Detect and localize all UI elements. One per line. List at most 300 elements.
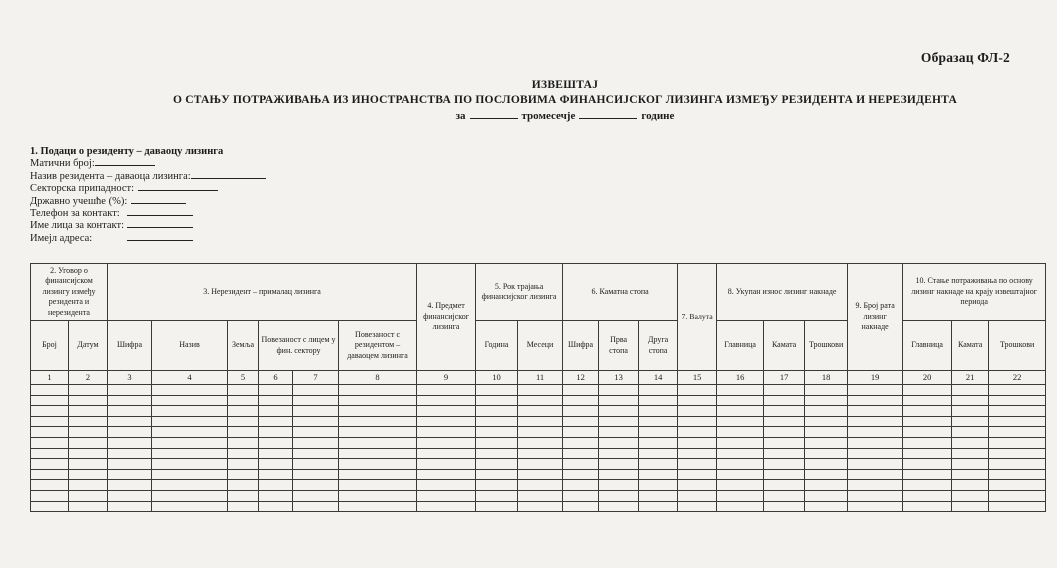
empty-cell [599, 459, 639, 470]
empty-cell [69, 416, 108, 427]
col-number: 20 [903, 371, 952, 385]
empty-cell [989, 385, 1046, 396]
empty-cell [293, 469, 339, 480]
empty-cell [339, 416, 417, 427]
col-number: 4 [152, 371, 228, 385]
empty-cell [717, 395, 764, 406]
col-povezanost-fin: Повезаност с лицем у фин. сектору [259, 321, 339, 371]
empty-cell [989, 501, 1046, 512]
empty-cell [563, 416, 599, 427]
empty-cell [293, 416, 339, 427]
empty-cell [259, 459, 293, 470]
empty-cell [108, 437, 152, 448]
empty-cell [678, 448, 717, 459]
empty-cell [152, 406, 228, 417]
empty-cell [639, 448, 678, 459]
empty-cell [108, 480, 152, 491]
empty-cell [293, 395, 339, 406]
empty-cell [764, 490, 805, 501]
empty-cell [599, 395, 639, 406]
empty-cell [805, 427, 848, 438]
empty-cell [563, 437, 599, 448]
empty-cell [805, 501, 848, 512]
empty-cell [518, 395, 563, 406]
empty-cell [476, 385, 518, 396]
empty-row [31, 459, 1046, 470]
resident-section [30, 146, 266, 245]
empty-cell [228, 427, 259, 438]
empty-cell [31, 437, 69, 448]
empty-cell [848, 437, 903, 448]
empty-row [31, 448, 1046, 459]
empty-cell [903, 406, 952, 417]
empty-cell [989, 395, 1046, 406]
field-label: Име лица за контакт: [30, 220, 124, 232]
empty-cell [228, 480, 259, 491]
empty-cell [293, 501, 339, 512]
report-period-line [75, 110, 1055, 122]
empty-cell [339, 395, 417, 406]
empty-cell [678, 480, 717, 491]
empty-cell [805, 395, 848, 406]
empty-cell [848, 490, 903, 501]
empty-cell [31, 459, 69, 470]
empty-cell [903, 385, 952, 396]
resident-section-heading: 1. Подаци о резиденту – даваоцу лизинга [30, 146, 224, 157]
empty-cell [293, 459, 339, 470]
empty-cell [417, 395, 476, 406]
empty-row [31, 427, 1046, 438]
empty-cell [293, 406, 339, 417]
empty-cell [989, 427, 1046, 438]
empty-cell [563, 469, 599, 480]
empty-row [31, 490, 1046, 501]
empty-cell [259, 501, 293, 512]
empty-cell [259, 490, 293, 501]
empty-cell [228, 416, 259, 427]
empty-cell [228, 437, 259, 448]
empty-cell [518, 459, 563, 470]
empty-cell [563, 448, 599, 459]
empty-cell [259, 427, 293, 438]
empty-cell [259, 385, 293, 396]
empty-cell [678, 501, 717, 512]
empty-cell [903, 469, 952, 480]
empty-cell [417, 480, 476, 491]
col-prva-stopa: Прва стопа [599, 321, 639, 371]
empty-cell [599, 406, 639, 417]
col-number: 14 [639, 371, 678, 385]
empty-cell [293, 385, 339, 396]
col-number: 13 [599, 371, 639, 385]
empty-cell [848, 459, 903, 470]
empty-cell [31, 490, 69, 501]
field-blank [95, 163, 155, 166]
empty-cell [639, 501, 678, 512]
empty-cell [152, 501, 228, 512]
empty-cell [152, 490, 228, 501]
empty-cell [108, 385, 152, 396]
empty-cell [476, 416, 518, 427]
field-naziv-rezidenta [30, 171, 266, 183]
field-label: Секторска припадност: [30, 183, 135, 195]
empty-cell [639, 416, 678, 427]
empty-cell [476, 427, 518, 438]
empty-cell [678, 406, 717, 417]
empty-cell [764, 448, 805, 459]
empty-cell [518, 469, 563, 480]
empty-cell [476, 501, 518, 512]
col-druga-stopa: Друга стопа [639, 321, 678, 371]
empty-cell [599, 416, 639, 427]
empty-cell [903, 427, 952, 438]
empty-cell [518, 427, 563, 438]
empty-cell [903, 490, 952, 501]
empty-cell [764, 395, 805, 406]
col-number: 11 [518, 371, 563, 385]
empty-cell [69, 427, 108, 438]
empty-cell [848, 501, 903, 512]
form-code-label: Образац ФЛ-2 [920, 50, 1010, 65]
group-header-row [31, 264, 1046, 321]
empty-cell [848, 416, 903, 427]
empty-cell [563, 385, 599, 396]
empty-cell [152, 427, 228, 438]
col-povezanost-rez: Повезаност с резидентом – даваоцем лизинга [339, 321, 417, 371]
col-number: 7 [293, 371, 339, 385]
empty-cell [717, 459, 764, 470]
empty-cell [417, 490, 476, 501]
col-number: 8 [339, 371, 417, 385]
empty-cell [764, 480, 805, 491]
empty-cell [903, 501, 952, 512]
empty-cell [108, 406, 152, 417]
empty-cell [293, 437, 339, 448]
empty-cell [805, 480, 848, 491]
empty-cell [293, 448, 339, 459]
empty-cell [678, 385, 717, 396]
empty-row [31, 480, 1046, 491]
period-suffix: године [641, 110, 675, 122]
empty-cell [639, 437, 678, 448]
empty-cell [339, 469, 417, 480]
empty-row [31, 416, 1046, 427]
col-number: 3 [108, 371, 152, 385]
empty-cell [599, 385, 639, 396]
empty-cell [339, 437, 417, 448]
empty-cell [678, 427, 717, 438]
empty-cell [764, 469, 805, 480]
empty-cell [848, 385, 903, 396]
empty-cell [903, 395, 952, 406]
col-number: 18 [805, 371, 848, 385]
col-number: 12 [563, 371, 599, 385]
field-telefon [30, 208, 266, 220]
empty-row [31, 395, 1046, 406]
empty-cell [639, 459, 678, 470]
col-troskovi-stanje: Трошкови [989, 321, 1046, 371]
empty-cell [717, 437, 764, 448]
empty-cell [339, 459, 417, 470]
empty-cell [259, 480, 293, 491]
empty-cell [903, 480, 952, 491]
empty-cell [31, 480, 69, 491]
empty-cell [476, 406, 518, 417]
empty-cell [476, 448, 518, 459]
empty-cell [563, 395, 599, 406]
group-total-fee: 8. Укупан износ лизинг накнаде [717, 264, 848, 321]
empty-cell [259, 406, 293, 417]
empty-cell [152, 469, 228, 480]
empty-cell [476, 490, 518, 501]
col-sifra-kamata: Шифра [563, 321, 599, 371]
field-blank [127, 225, 193, 228]
empty-cell [69, 469, 108, 480]
empty-cell [69, 395, 108, 406]
col-number: 19 [848, 371, 903, 385]
empty-cell [293, 480, 339, 491]
field-blank [127, 238, 193, 241]
col-number: 21 [952, 371, 989, 385]
empty-cell [805, 385, 848, 396]
empty-cell [69, 385, 108, 396]
empty-cell [989, 448, 1046, 459]
empty-cell [69, 480, 108, 491]
empty-cell [518, 406, 563, 417]
empty-cell [717, 416, 764, 427]
empty-cell [228, 469, 259, 480]
group-subject: 4. Предмет финансијског лизинга [417, 264, 476, 371]
empty-cell [805, 469, 848, 480]
empty-cell [69, 437, 108, 448]
empty-cell [639, 480, 678, 491]
empty-cell [639, 427, 678, 438]
empty-cell [678, 490, 717, 501]
empty-cell [717, 406, 764, 417]
empty-cell [476, 480, 518, 491]
period-mid: тромесечје [521, 110, 576, 122]
empty-cell [259, 437, 293, 448]
empty-cell [764, 385, 805, 396]
group-nonresident: 3. Нерезидент – прималац лизинга [108, 264, 417, 321]
empty-cell [678, 437, 717, 448]
col-kamata-stanje: Камата [952, 321, 989, 371]
empty-cell [417, 416, 476, 427]
group-contract: 2. Уговор о финансијском лизингу између резидента и нерезидента [31, 264, 108, 321]
empty-cell [476, 437, 518, 448]
col-glavnica: Главница [717, 321, 764, 371]
empty-cell [69, 501, 108, 512]
empty-cell [989, 406, 1046, 417]
empty-cell [152, 437, 228, 448]
field-blank [131, 201, 186, 204]
col-naziv: Назив [152, 321, 228, 371]
field-ime-lica [30, 220, 266, 232]
empty-cell [476, 469, 518, 480]
empty-cell [989, 469, 1046, 480]
empty-cell [518, 437, 563, 448]
empty-cell [259, 448, 293, 459]
empty-cell [639, 490, 678, 501]
empty-cell [989, 480, 1046, 491]
empty-cell [476, 395, 518, 406]
empty-cell [989, 490, 1046, 501]
col-glavnica-stanje: Главница [903, 321, 952, 371]
col-sifra: Шифра [108, 321, 152, 371]
empty-cell [108, 469, 152, 480]
empty-cell [678, 469, 717, 480]
empty-cell [989, 459, 1046, 470]
empty-cell [563, 427, 599, 438]
col-meseci: Месеци [518, 321, 563, 371]
report-title: ИЗВЕШТАЈ [531, 79, 599, 91]
empty-cell [952, 395, 989, 406]
empty-cell [417, 469, 476, 480]
empty-cell [108, 501, 152, 512]
empty-cell [717, 385, 764, 396]
field-maticni-broj [30, 158, 266, 170]
empty-cell [599, 427, 639, 438]
col-zemlja: Земља [228, 321, 259, 371]
empty-cell [152, 459, 228, 470]
col-number: 22 [989, 371, 1046, 385]
empty-cell [339, 490, 417, 501]
group-currency: 7. Валута [678, 264, 717, 371]
empty-cell [805, 416, 848, 427]
col-number: 5 [228, 371, 259, 385]
empty-cell [717, 427, 764, 438]
empty-cell [764, 406, 805, 417]
empty-cell [69, 459, 108, 470]
empty-cell [989, 416, 1046, 427]
empty-cell [639, 469, 678, 480]
col-number: 15 [678, 371, 717, 385]
report-table [30, 263, 1046, 512]
empty-cell [339, 480, 417, 491]
empty-cell [717, 480, 764, 491]
empty-row [31, 501, 1046, 512]
empty-cell [69, 406, 108, 417]
empty-cell [599, 469, 639, 480]
field-drzavno-ucesce [30, 196, 266, 208]
empty-cell [903, 459, 952, 470]
period-prefix: за [455, 110, 466, 122]
report-table-wrap [30, 263, 1046, 512]
empty-cell [599, 480, 639, 491]
empty-cell [417, 385, 476, 396]
empty-cell [417, 437, 476, 448]
empty-cell [764, 501, 805, 512]
empty-cell [108, 427, 152, 438]
empty-cell [417, 427, 476, 438]
empty-cell [639, 406, 678, 417]
group-balance: 10. Стање потраживања по основу лизинг накнаде на крају извештајног периода [903, 264, 1046, 321]
empty-cell [152, 385, 228, 396]
col-number: 1 [31, 371, 69, 385]
empty-cell [563, 480, 599, 491]
empty-cell [764, 416, 805, 427]
empty-cell [108, 395, 152, 406]
empty-cell [518, 385, 563, 396]
empty-cell [108, 459, 152, 470]
empty-cell [339, 501, 417, 512]
field-blank [191, 176, 266, 179]
field-blank [127, 213, 193, 216]
empty-cell [152, 416, 228, 427]
empty-cell [848, 480, 903, 491]
empty-cell [417, 448, 476, 459]
empty-cell [903, 448, 952, 459]
empty-cell [952, 480, 989, 491]
empty-cell [259, 416, 293, 427]
empty-cell [108, 448, 152, 459]
empty-cell [31, 416, 69, 427]
empty-cell [228, 490, 259, 501]
group-interest: 6. Каматна стопа [563, 264, 678, 321]
empty-cell [678, 416, 717, 427]
empty-cell [952, 448, 989, 459]
empty-cell [31, 395, 69, 406]
empty-cell [805, 437, 848, 448]
empty-cell [599, 490, 639, 501]
empty-cell [518, 490, 563, 501]
field-label: Назив резидента – даваоца лизинга: [30, 170, 191, 182]
empty-cell [417, 406, 476, 417]
empty-cell [903, 416, 952, 427]
empty-cell [848, 469, 903, 480]
empty-cell [518, 448, 563, 459]
empty-cell [31, 406, 69, 417]
empty-cell [228, 385, 259, 396]
empty-cell [717, 490, 764, 501]
empty-cell [31, 469, 69, 480]
field-label: Имејл адреса: [30, 232, 93, 244]
field-blank [138, 188, 218, 191]
empty-cell [293, 427, 339, 438]
empty-cell [563, 459, 599, 470]
empty-cell [339, 385, 417, 396]
col-kamata: Камата [764, 321, 805, 371]
empty-cell [152, 395, 228, 406]
empty-row [31, 469, 1046, 480]
empty-cell [69, 448, 108, 459]
empty-cell [599, 501, 639, 512]
empty-cell [599, 437, 639, 448]
column-number-row [31, 371, 1046, 385]
empty-cell [903, 437, 952, 448]
empty-cell [152, 480, 228, 491]
empty-cell [228, 501, 259, 512]
empty-cell [764, 459, 805, 470]
empty-cell [152, 448, 228, 459]
empty-cell [678, 395, 717, 406]
empty-cell [259, 395, 293, 406]
empty-cell [339, 448, 417, 459]
col-number: 16 [717, 371, 764, 385]
empty-cell [678, 459, 717, 470]
empty-row [31, 406, 1046, 417]
empty-cell [952, 501, 989, 512]
empty-cell [599, 448, 639, 459]
field-imejl [30, 233, 266, 245]
empty-cell [108, 416, 152, 427]
empty-cell [563, 406, 599, 417]
year-blank [579, 118, 637, 119]
group-installments: 9. Број рата лизинг накнаде [848, 264, 903, 371]
empty-cell [717, 469, 764, 480]
empty-cell [108, 490, 152, 501]
empty-cell [228, 406, 259, 417]
